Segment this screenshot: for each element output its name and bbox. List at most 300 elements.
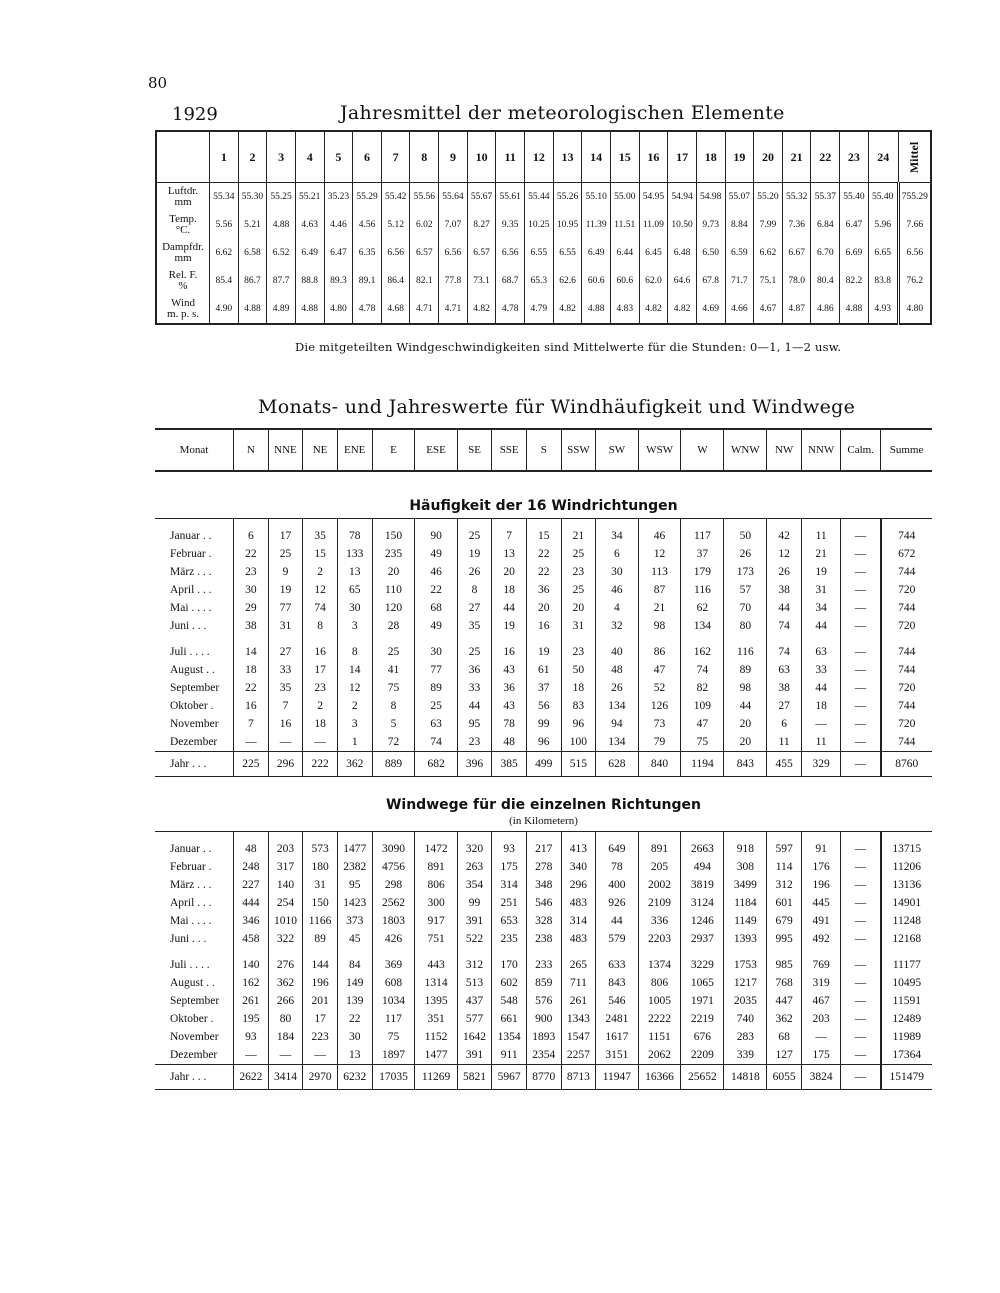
month-value: — (841, 697, 881, 715)
month-value: 116 (681, 581, 724, 599)
year-total-value: 225 (234, 752, 269, 777)
month-value: 9 (268, 563, 303, 581)
month-value: 25 (457, 519, 492, 546)
month-value: 134 (596, 697, 638, 715)
hour-header: 20 (754, 131, 783, 183)
hourly-value: 4.86 (811, 295, 840, 324)
month-value: 891 (638, 832, 681, 859)
month-value: 203 (268, 832, 303, 859)
year-total-value: 2622 (234, 1065, 269, 1090)
month-value: 75 (372, 679, 415, 697)
hourly-value: 6.56 (439, 239, 468, 267)
month-value: 744 (881, 643, 932, 661)
hour-header: 22 (811, 131, 840, 183)
month-value: 806 (415, 876, 457, 894)
month-value: — (234, 1046, 269, 1065)
direction-header: NE (303, 429, 338, 471)
month-value: 38 (767, 581, 802, 599)
month-value: 437 (457, 992, 492, 1010)
hourly-value: 4.78 (353, 295, 382, 324)
month-value: 62 (681, 599, 724, 617)
month-value: 134 (596, 733, 638, 752)
month-value: 37 (526, 679, 561, 697)
month-value: 44 (801, 679, 840, 697)
month-value: 2354 (526, 1046, 561, 1065)
month-value: 139 (337, 992, 372, 1010)
month-value: 12 (638, 545, 681, 563)
direction-header: W (681, 429, 724, 471)
section-heading-row (155, 471, 932, 519)
month-value: 579 (596, 930, 638, 948)
month-value: 18 (303, 715, 338, 733)
month-value: 6 (234, 519, 269, 546)
spacer-cell (372, 635, 415, 643)
spacer-cell (681, 948, 724, 956)
month-value: 144 (303, 956, 338, 974)
month-value: 1642 (457, 1028, 492, 1046)
month-value: 68 (415, 599, 457, 617)
month-value: — (841, 1046, 881, 1065)
month-value: — (841, 715, 881, 733)
month-value: 56 (526, 697, 561, 715)
month-value: 89 (724, 661, 767, 679)
month-value: 44 (801, 617, 840, 635)
month-value: 37 (681, 545, 724, 563)
month-value: 339 (724, 1046, 767, 1065)
month-value: 23 (234, 563, 269, 581)
month-value: 18 (801, 697, 840, 715)
month-value: 27 (457, 599, 492, 617)
hourly-value: 86.7 (238, 267, 267, 295)
month-value: 63 (801, 643, 840, 661)
month-value: 661 (492, 1010, 527, 1028)
month-value: 44 (724, 697, 767, 715)
hourly-value: 55.30 (238, 183, 267, 212)
hourly-value: 6.52 (267, 239, 296, 267)
month-value: 312 (767, 876, 802, 894)
year-total-value: 2970 (303, 1065, 338, 1090)
month-value: — (801, 715, 840, 733)
hourly-value: 62.0 (639, 267, 668, 295)
month-value: 3819 (681, 876, 724, 894)
year-total-value: 515 (561, 752, 596, 777)
month-value: — (841, 599, 881, 617)
month-value: 86 (638, 643, 681, 661)
month-value: 492 (801, 930, 840, 948)
month-value: 322 (268, 930, 303, 948)
month-value: 740 (724, 1010, 767, 1028)
hour-header: 14 (582, 131, 611, 183)
year-total-value: 628 (596, 752, 638, 777)
element-unit: mm (174, 196, 192, 208)
hourly-value: 6.57 (467, 239, 496, 267)
month-value: 1395 (415, 992, 457, 1010)
hour-header: 8 (410, 131, 439, 183)
month-value: 445 (801, 894, 840, 912)
month-value: 116 (724, 643, 767, 661)
hour-header: 19 (725, 131, 754, 183)
month-value: 443 (415, 956, 457, 974)
month-value: 14901 (881, 894, 932, 912)
month-value: 176 (801, 858, 840, 876)
element-row (156, 267, 931, 295)
month-value: 14 (234, 643, 269, 661)
month-value: — (303, 1046, 338, 1065)
hourly-value: 60.6 (610, 267, 639, 295)
month-value: 100 (561, 733, 596, 752)
month-value: 3151 (596, 1046, 638, 1065)
page-number: 80 (148, 74, 168, 92)
month-value: — (841, 661, 881, 679)
month-value: 362 (767, 1010, 802, 1028)
section-title: Häufigkeit der 16 Windrichtungen (409, 498, 678, 514)
month-value: 3 (337, 617, 372, 635)
month-value: 21 (801, 545, 840, 563)
month-value: 48 (596, 661, 638, 679)
direction-header: Calm. (841, 429, 881, 471)
month-value: 30 (337, 599, 372, 617)
month-value: 31 (801, 581, 840, 599)
direction-header: N (234, 429, 269, 471)
hourly-value: 4.87 (782, 295, 811, 324)
year-total-value: 3824 (801, 1065, 840, 1090)
month-value: 98 (724, 679, 767, 697)
month-value: 74 (681, 661, 724, 679)
month-value: 52 (638, 679, 681, 697)
spacer-cell (724, 948, 767, 956)
direction-header: NW (767, 429, 802, 471)
month-value: 15 (303, 545, 338, 563)
month-value: 49 (415, 617, 457, 635)
month-value: 16 (303, 643, 338, 661)
year-total-value: 25652 (681, 1065, 724, 1090)
month-value: 133 (337, 545, 372, 563)
year-label: 1929 (172, 104, 218, 125)
month-value: 196 (801, 876, 840, 894)
month-row (155, 697, 932, 715)
direction-header: WSW (638, 429, 681, 471)
month-value: 173 (724, 563, 767, 581)
month-value: 1617 (596, 1028, 638, 1046)
month-value: 74 (767, 617, 802, 635)
month-value: — (841, 563, 881, 581)
mittel-label: Mittel (906, 141, 921, 173)
month-value: 1005 (638, 992, 681, 1010)
month-value: 205 (638, 858, 681, 876)
month-value: 162 (681, 643, 724, 661)
month-value: — (841, 930, 881, 948)
hourly-value: 4.63 (295, 211, 324, 239)
hourly-value: 5.96 (868, 211, 898, 239)
month-value: 19 (268, 581, 303, 599)
month-value: 195 (234, 1010, 269, 1028)
month-value: 720 (881, 715, 932, 733)
hourly-value: 55.20 (754, 183, 783, 212)
month-value: 1547 (561, 1028, 596, 1046)
hourly-value: 65.3 (525, 267, 554, 295)
hourly-value: 6.69 (840, 239, 869, 267)
month-label: März . . . (170, 879, 212, 891)
hourly-value: 4.89 (267, 295, 296, 324)
year-total-value: 14818 (724, 1065, 767, 1090)
element-unit: °C. (175, 224, 191, 236)
direction-header: NNW (801, 429, 840, 471)
month-value: 41 (372, 661, 415, 679)
hourly-value: 6.44 (610, 239, 639, 267)
month-value: 20 (724, 715, 767, 733)
month-value: 251 (492, 894, 527, 912)
hourly-value: 4.82 (639, 295, 668, 324)
month-value: 238 (526, 930, 561, 948)
hourly-value: 55.56 (410, 183, 439, 212)
hourly-value: 6.67 (782, 239, 811, 267)
element-label (156, 239, 210, 267)
year-total-row (155, 752, 932, 777)
month-value: 117 (372, 1010, 415, 1028)
spacer-cell (457, 948, 492, 956)
month-value: 19 (492, 617, 527, 635)
month-value: 227 (234, 876, 269, 894)
month-row (155, 661, 932, 679)
month-value: 298 (372, 876, 415, 894)
spacer-row (155, 948, 932, 956)
month-value: 426 (372, 930, 415, 948)
month-value: 400 (596, 876, 638, 894)
month-row (155, 832, 932, 859)
hourly-value: 9.73 (696, 211, 725, 239)
month-value: 114 (767, 858, 802, 876)
month-value: 278 (526, 858, 561, 876)
month-value: 12 (303, 581, 338, 599)
month-value: — (841, 956, 881, 974)
month-value: 63 (767, 661, 802, 679)
hourly-value: 6.49 (582, 239, 611, 267)
month-row (155, 679, 932, 697)
month-value: 4756 (372, 858, 415, 876)
month-value: 73 (638, 715, 681, 733)
month-value: 1149 (724, 912, 767, 930)
spacer-cell (801, 948, 840, 956)
month-value: 720 (881, 679, 932, 697)
hourly-value: 55.07 (725, 183, 754, 212)
month-value: 149 (337, 974, 372, 992)
month-value: — (841, 1010, 881, 1028)
wind-note: Die mitgeteilten Windgeschwindigkeiten sind Mittelwerte für die Stunden: 0—1, 1—2 usw. (295, 340, 842, 354)
month-value: 1803 (372, 912, 415, 930)
month-row (155, 563, 932, 581)
month-value: 300 (415, 894, 457, 912)
hourly-value: 4.88 (238, 295, 267, 324)
spacer-cell (526, 948, 561, 956)
month-value: 150 (303, 894, 338, 912)
month-value: 217 (526, 832, 561, 859)
month-value: 3499 (724, 876, 767, 894)
hourly-value: 4.88 (840, 295, 869, 324)
month-value: 328 (526, 912, 561, 930)
month-value: 2382 (337, 858, 372, 876)
month-value: 38 (234, 617, 269, 635)
month-value: 676 (681, 1028, 724, 1046)
month-value: 184 (268, 1028, 303, 1046)
month-label: Februar . (170, 861, 212, 873)
hour-header: 4 (295, 131, 324, 183)
month-value: 573 (303, 832, 338, 859)
hourly-value: 54.94 (668, 183, 697, 212)
hour-header: 18 (696, 131, 725, 183)
month-row (155, 956, 932, 974)
month-value: 95 (337, 876, 372, 894)
month-value: 140 (234, 956, 269, 974)
spacer-cell (155, 635, 234, 643)
month-value: 26 (767, 563, 802, 581)
month-value: 35 (457, 617, 492, 635)
spacer-cell (492, 948, 527, 956)
month-value: 29 (234, 599, 269, 617)
month-value: 30 (415, 643, 457, 661)
month-value: 42 (767, 519, 802, 546)
month-value: 2 (303, 563, 338, 581)
month-value: 70 (724, 599, 767, 617)
hourly-value: 6.47 (324, 239, 353, 267)
month-value: 233 (526, 956, 561, 974)
month-row (155, 1046, 932, 1065)
month-label: Juli . . . . (170, 646, 210, 658)
month-value: 25 (372, 643, 415, 661)
spacer-cell (415, 948, 457, 956)
month-value: 744 (881, 563, 932, 581)
year-total-value: 8770 (526, 1065, 561, 1090)
month-value: 44 (596, 912, 638, 930)
year-total-value: 329 (801, 752, 840, 777)
month-value: 96 (561, 715, 596, 733)
hourly-value: 11.39 (582, 211, 611, 239)
spacer-cell (234, 635, 269, 643)
month-value: 11 (801, 733, 840, 752)
hourly-value: 7.07 (439, 211, 468, 239)
hourly-value: 6.56 (496, 239, 525, 267)
month-value: 13 (492, 545, 527, 563)
month-value: 117 (681, 519, 724, 546)
year-total-value: 385 (492, 752, 527, 777)
month-value: 633 (596, 956, 638, 974)
month-value: 89 (415, 679, 457, 697)
month-value: 276 (268, 956, 303, 974)
hourly-value: 6.56 (381, 239, 410, 267)
hourly-value: 6.70 (811, 239, 840, 267)
month-value: 362 (268, 974, 303, 992)
month-value: 126 (638, 697, 681, 715)
direction-header: ESE (415, 429, 457, 471)
spacer-cell (526, 635, 561, 643)
month-row (155, 930, 932, 948)
month-value: 900 (526, 1010, 561, 1028)
month-value: 27 (268, 643, 303, 661)
month-value: 2937 (681, 930, 724, 948)
month-value: 248 (234, 858, 269, 876)
month-value: 26 (724, 545, 767, 563)
month-value: 995 (767, 930, 802, 948)
month-value: — (841, 519, 881, 546)
month-value: 926 (596, 894, 638, 912)
month-value: 494 (681, 858, 724, 876)
hourly-value: 82.1 (410, 267, 439, 295)
month-value: 3 (337, 715, 372, 733)
month-value: 10495 (881, 974, 932, 992)
month-value: 75 (681, 733, 724, 752)
month-value: 2663 (681, 832, 724, 859)
month-value: 1477 (415, 1046, 457, 1065)
month-value: 467 (801, 992, 840, 1010)
month-value: 2481 (596, 1010, 638, 1028)
month-value: 2062 (638, 1046, 681, 1065)
hourly-value: 4.90 (210, 295, 239, 324)
month-value: 134 (681, 617, 724, 635)
month-value: 1971 (681, 992, 724, 1010)
hourly-value: 89.3 (324, 267, 353, 295)
spacer-cell (372, 948, 415, 956)
hour-header: 12 (525, 131, 554, 183)
month-value: — (841, 679, 881, 697)
month-value: 491 (801, 912, 840, 930)
month-value: 34 (801, 599, 840, 617)
month-label: Februar . (170, 548, 212, 560)
month-row (155, 1028, 932, 1046)
month-value: 744 (881, 733, 932, 752)
element-label (156, 295, 210, 324)
month-value: 72 (372, 733, 415, 752)
month-value: — (841, 974, 881, 992)
month-value: 20 (372, 563, 415, 581)
element-row (156, 239, 931, 267)
month-value: 576 (526, 992, 561, 1010)
spacer-cell (457, 635, 492, 643)
month-row (155, 643, 932, 661)
month-value: 1423 (337, 894, 372, 912)
month-value: 444 (234, 894, 269, 912)
month-value: 317 (268, 858, 303, 876)
month-value: 985 (767, 956, 802, 974)
month-value: 751 (415, 930, 457, 948)
hourly-value: 55.32 (782, 183, 811, 212)
month-value: 120 (372, 599, 415, 617)
hourly-value: 55.67 (467, 183, 496, 212)
spacer-cell (881, 635, 932, 643)
month-label: April . . . (170, 897, 212, 909)
hour-header: 13 (553, 131, 582, 183)
hourly-value: 10.50 (668, 211, 697, 239)
hourly-value: 6.65 (868, 239, 898, 267)
month-value: 78 (492, 715, 527, 733)
month-value: 26 (596, 679, 638, 697)
month-value: 1217 (724, 974, 767, 992)
month-value: 12 (337, 679, 372, 697)
hour-header: 16 (639, 131, 668, 183)
year-total-value: 499 (526, 752, 561, 777)
month-label: Juni . . . (170, 620, 207, 632)
month-value: 80 (268, 1010, 303, 1028)
spacer-cell (155, 948, 234, 956)
month-value: 36 (492, 679, 527, 697)
month-value: 17 (268, 519, 303, 546)
month-value: 263 (457, 858, 492, 876)
hourly-value: 6.62 (754, 239, 783, 267)
month-value: 11 (767, 733, 802, 752)
year-total-value: 11947 (596, 1065, 638, 1090)
hourly-value: 6.48 (668, 239, 697, 267)
hourly-value: 6.58 (238, 239, 267, 267)
element-label (156, 183, 210, 212)
hourly-value: 55.42 (381, 183, 410, 212)
